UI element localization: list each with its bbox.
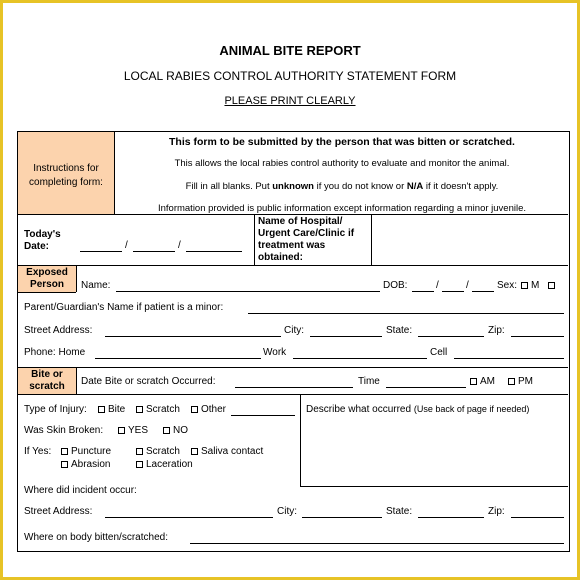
street-field[interactable] (105, 336, 281, 337)
phone-home-label: Phone: Home (24, 347, 86, 358)
sex-option[interactable]: M (521, 280, 539, 291)
describe-field[interactable] (302, 418, 566, 484)
report-form (17, 131, 570, 552)
city-label: City: (284, 325, 304, 336)
checkbox-icon[interactable] (98, 406, 105, 413)
form-page (3, 3, 577, 577)
laceration-option[interactable]: Laceration (136, 459, 193, 470)
todays-date-year-field[interactable] (186, 251, 242, 252)
checkbox-icon[interactable] (548, 282, 555, 289)
bite-section-label: Bite or (31, 369, 63, 380)
todays-date-month-field[interactable] (80, 251, 122, 252)
am-option[interactable]: AM (470, 376, 495, 387)
incident-street-field[interactable] (105, 517, 273, 518)
phone-work-label: Work (263, 347, 287, 358)
date-separator: / (125, 240, 128, 251)
hospital-label: obtained: (258, 252, 303, 263)
checkbox-icon[interactable] (521, 282, 528, 289)
incident-street-label: Street Address: (24, 506, 93, 517)
checkbox-icon[interactable] (191, 448, 198, 455)
bite-time-label: Time (358, 376, 380, 387)
skin-broken-label: Was Skin Broken: (24, 425, 104, 436)
checkbox-icon[interactable] (136, 406, 143, 413)
phone-cell-label: Cell (430, 347, 448, 358)
bite-section-label: scratch (29, 381, 65, 392)
sex-label: Sex: (497, 280, 518, 291)
todays-date-label: Date: (24, 241, 50, 252)
incident-state-label: State: (386, 506, 413, 517)
divider (300, 394, 301, 486)
bite-date-label: Date Bite or scratch Occurred: (81, 376, 216, 387)
if-yes-label: If Yes: (24, 446, 52, 457)
instructions-label: Instructions for (33, 163, 99, 174)
dob-separator: / (466, 280, 469, 291)
instruction-line: This form to be submitted by the person that was bitten or scratched. (169, 136, 515, 148)
bite-date-field[interactable] (235, 387, 353, 388)
saliva-option[interactable]: Saliva contact (191, 446, 263, 457)
exposed-person-label: Exposed (26, 267, 68, 278)
pm-option[interactable]: PM (508, 376, 533, 387)
skin-yes-option[interactable]: YES (118, 425, 148, 436)
checkbox-icon[interactable] (118, 427, 125, 434)
hospital-label: treatment was (258, 240, 326, 251)
name-label: Name: (81, 280, 111, 291)
divider (300, 486, 568, 487)
instruction-line: Information provided is public information except information regarding a minor juvenile. (157, 203, 527, 214)
injury-type-label: Type of Injury: (24, 404, 87, 415)
divider (114, 132, 115, 214)
skin-no-option[interactable]: NO (163, 425, 188, 436)
incident-zip-field[interactable] (511, 517, 564, 518)
instructions-label: completing form: (29, 177, 103, 188)
name-field[interactable] (116, 291, 380, 292)
print-note: PLEASE PRINT CLEARLY (224, 95, 356, 107)
city-field[interactable] (310, 336, 382, 337)
checkbox-icon[interactable] (163, 427, 170, 434)
dob-year-field[interactable] (472, 291, 494, 292)
exposed-person-label: Person (30, 279, 64, 290)
divider (76, 265, 77, 292)
hospital-label: Name of Hospital/ (258, 216, 343, 227)
checkbox-icon[interactable] (191, 406, 198, 413)
bite-time-field[interactable] (386, 387, 466, 388)
divider (18, 367, 568, 368)
todays-date-day-field[interactable] (133, 251, 175, 252)
incident-state-field[interactable] (418, 517, 484, 518)
phone-home-field[interactable] (95, 358, 261, 359)
incident-city-label: City: (277, 506, 297, 517)
divider (18, 394, 568, 395)
injury-scratch-option[interactable]: Scratch (136, 404, 180, 415)
describe-label: Describe what occurred (Use back of page if needed) (306, 404, 530, 415)
incident-city-field[interactable] (302, 517, 382, 518)
incident-zip-label: Zip: (488, 506, 505, 517)
injury-other-option[interactable]: Other (191, 404, 226, 415)
body-location-field[interactable] (190, 543, 564, 544)
body-location-label: Where on body bitten/scratched: (24, 532, 168, 543)
checkbox-icon[interactable] (470, 378, 477, 385)
divider (254, 214, 255, 265)
checkbox-icon[interactable] (61, 461, 68, 468)
scratch-option[interactable]: Scratch (136, 446, 180, 457)
state-label: State: (386, 325, 413, 336)
state-field[interactable] (418, 336, 484, 337)
injury-other-field[interactable] (231, 415, 295, 416)
checkbox-icon[interactable] (61, 448, 68, 455)
incident-location-label: Where did incident occur: (24, 485, 137, 496)
instruction-line: Fill in all blanks. Put unknown if you do not know or N/A if it doesn't apply. (185, 181, 499, 192)
divider (18, 292, 76, 293)
divider (18, 265, 568, 266)
puncture-option[interactable]: Puncture (61, 446, 111, 457)
instruction-line: This allows the local rabies control authority to evaluate and monitor the animal. (174, 158, 510, 169)
zip-field[interactable] (511, 336, 564, 337)
date-separator: / (178, 240, 181, 251)
sex-option[interactable] (548, 280, 558, 291)
checkbox-icon[interactable] (136, 448, 143, 455)
divider (76, 367, 77, 394)
todays-date-label: Today's (24, 229, 61, 240)
guardian-label: Parent/Guardian's Name if patient is a minor: (24, 302, 224, 313)
phone-cell-field[interactable] (454, 358, 564, 359)
dob-day-field[interactable] (442, 291, 464, 292)
hospital-name-field[interactable] (372, 215, 568, 264)
guardian-field[interactable] (248, 313, 564, 314)
dob-separator: / (436, 280, 439, 291)
form-subtitle: LOCAL RABIES CONTROL AUTHORITY STATEMENT FORM (123, 69, 457, 83)
zip-label: Zip: (488, 325, 505, 336)
abrasion-option[interactable]: Abrasion (61, 459, 110, 470)
street-label: Street Address: (24, 325, 93, 336)
dob-month-field[interactable] (412, 291, 434, 292)
form-title: ANIMAL BITE REPORT (219, 43, 361, 58)
injury-bite-option[interactable]: Bite (98, 404, 125, 415)
checkbox-icon[interactable] (508, 378, 515, 385)
phone-work-field[interactable] (293, 358, 427, 359)
checkbox-icon[interactable] (136, 461, 143, 468)
dob-label: DOB: (383, 280, 408, 291)
hospital-label: Urgent Care/Clinic if (258, 228, 355, 239)
